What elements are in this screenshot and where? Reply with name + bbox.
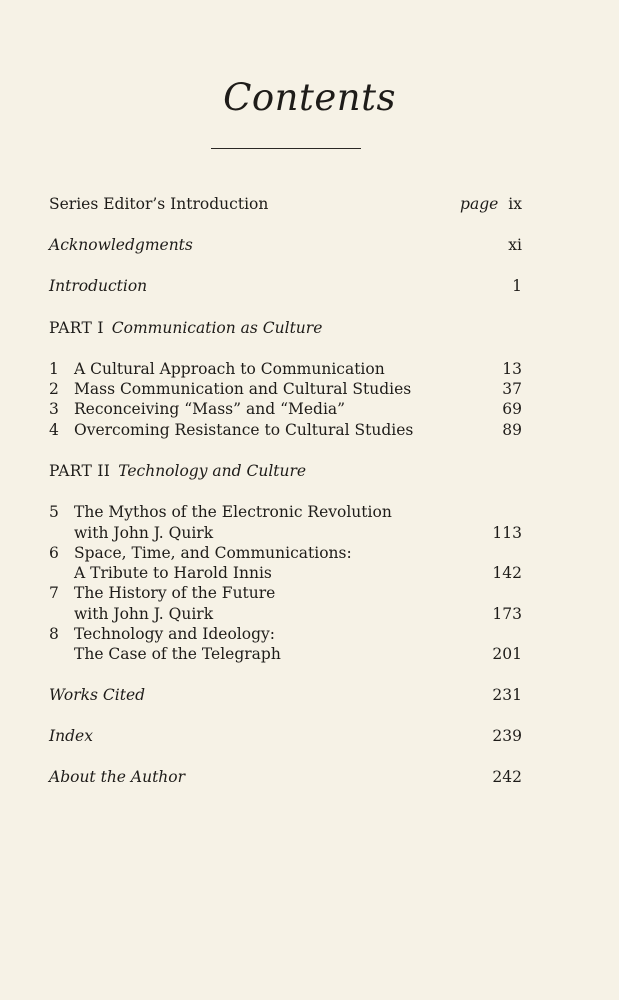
- toc-chapter-8-cont: [49, 643, 522, 665]
- page-title: Contents: [223, 76, 396, 119]
- toc-entry-works-cited: [49, 684, 522, 706]
- part-heading-2: [49, 460, 522, 482]
- part-label: PART I: [49, 319, 104, 337]
- chapter-number: 1: [49, 360, 59, 378]
- entry-page: 242: [492, 768, 522, 786]
- chapter-page: 113: [492, 524, 522, 542]
- chapter-title: The Mythos of the Electronic Revolution: [74, 503, 392, 521]
- entry-label: Works Cited: [49, 686, 146, 704]
- toc-chapter-4: [49, 419, 522, 441]
- toc-entry-about-author: [49, 766, 522, 788]
- part-title: Technology and Culture: [118, 462, 307, 480]
- chapter-number: 4: [49, 421, 59, 439]
- toc-chapter-1: [49, 358, 522, 380]
- chapter-title: Space, Time, and Communications:: [74, 544, 352, 562]
- toc-chapter-7-cont: [49, 603, 522, 625]
- entry-page: ix: [508, 195, 522, 213]
- entry-page: 239: [492, 727, 522, 745]
- toc-chapter-2: [49, 378, 522, 400]
- chapter-page: 69: [502, 400, 522, 418]
- chapter-subtitle: A Tribute to Harold Innis: [74, 564, 272, 582]
- chapter-number: 7: [49, 584, 59, 602]
- toc-entry-introduction: [49, 275, 522, 297]
- chapter-subtitle: with John J. Quirk: [74, 605, 214, 623]
- chapter-subtitle: The Case of the Telegraph: [74, 645, 281, 663]
- chapter-number: 6: [49, 544, 59, 562]
- entry-label: About the Author: [49, 768, 186, 786]
- title-rule: [211, 148, 361, 149]
- toc-chapter-6-cont: [49, 562, 522, 584]
- toc-entry-index: [49, 725, 522, 747]
- chapter-title: The History of the Future: [74, 584, 276, 602]
- toc-entry-series-editor: [49, 193, 522, 215]
- entry-page: 1: [512, 277, 522, 295]
- chapter-title: Technology and Ideology:: [74, 625, 275, 643]
- chapter-page: 13: [502, 360, 522, 378]
- entry-label: Acknowledgments: [49, 236, 193, 254]
- chapter-number: 5: [49, 503, 59, 521]
- part-heading-1: [49, 317, 522, 339]
- chapter-title: Overcoming Resistance to Cultural Studies: [74, 421, 414, 439]
- chapter-title: Reconceiving “Mass” and “Media”: [74, 400, 346, 418]
- entry-label: Introduction: [49, 277, 148, 295]
- entry-label: Series Editor’s Introduction: [49, 195, 269, 213]
- chapter-page: 37: [502, 380, 522, 398]
- part-label: PART II: [49, 462, 111, 480]
- entry-page: xi: [508, 236, 522, 254]
- chapter-subtitle: with John J. Quirk: [74, 524, 214, 542]
- chapter-page: 201: [492, 645, 522, 663]
- page-word: page: [460, 195, 499, 213]
- chapter-number: 8: [49, 625, 59, 643]
- toc-entry-acknowledgments: [49, 234, 522, 256]
- chapter-number: 3: [49, 400, 59, 418]
- chapter-title: Mass Communication and Cultural Studies: [74, 380, 412, 398]
- part-title: Communication as Culture: [111, 319, 323, 337]
- chapter-page: 173: [492, 605, 522, 623]
- chapter-number: 2: [49, 380, 59, 398]
- entry-page: 231: [492, 686, 522, 704]
- toc-chapter-5-cont: [49, 522, 522, 544]
- toc-chapter-5: [49, 501, 522, 523]
- chapter-page: 89: [502, 421, 522, 439]
- toc-chapter-8: [49, 623, 522, 645]
- chapter-title: A Cultural Approach to Communication: [74, 360, 385, 378]
- toc-chapter-3: [49, 398, 522, 420]
- chapter-page: 142: [492, 564, 522, 582]
- entry-label: Index: [49, 727, 93, 745]
- toc-chapter-6: [49, 542, 522, 564]
- toc-chapter-7: [49, 582, 522, 604]
